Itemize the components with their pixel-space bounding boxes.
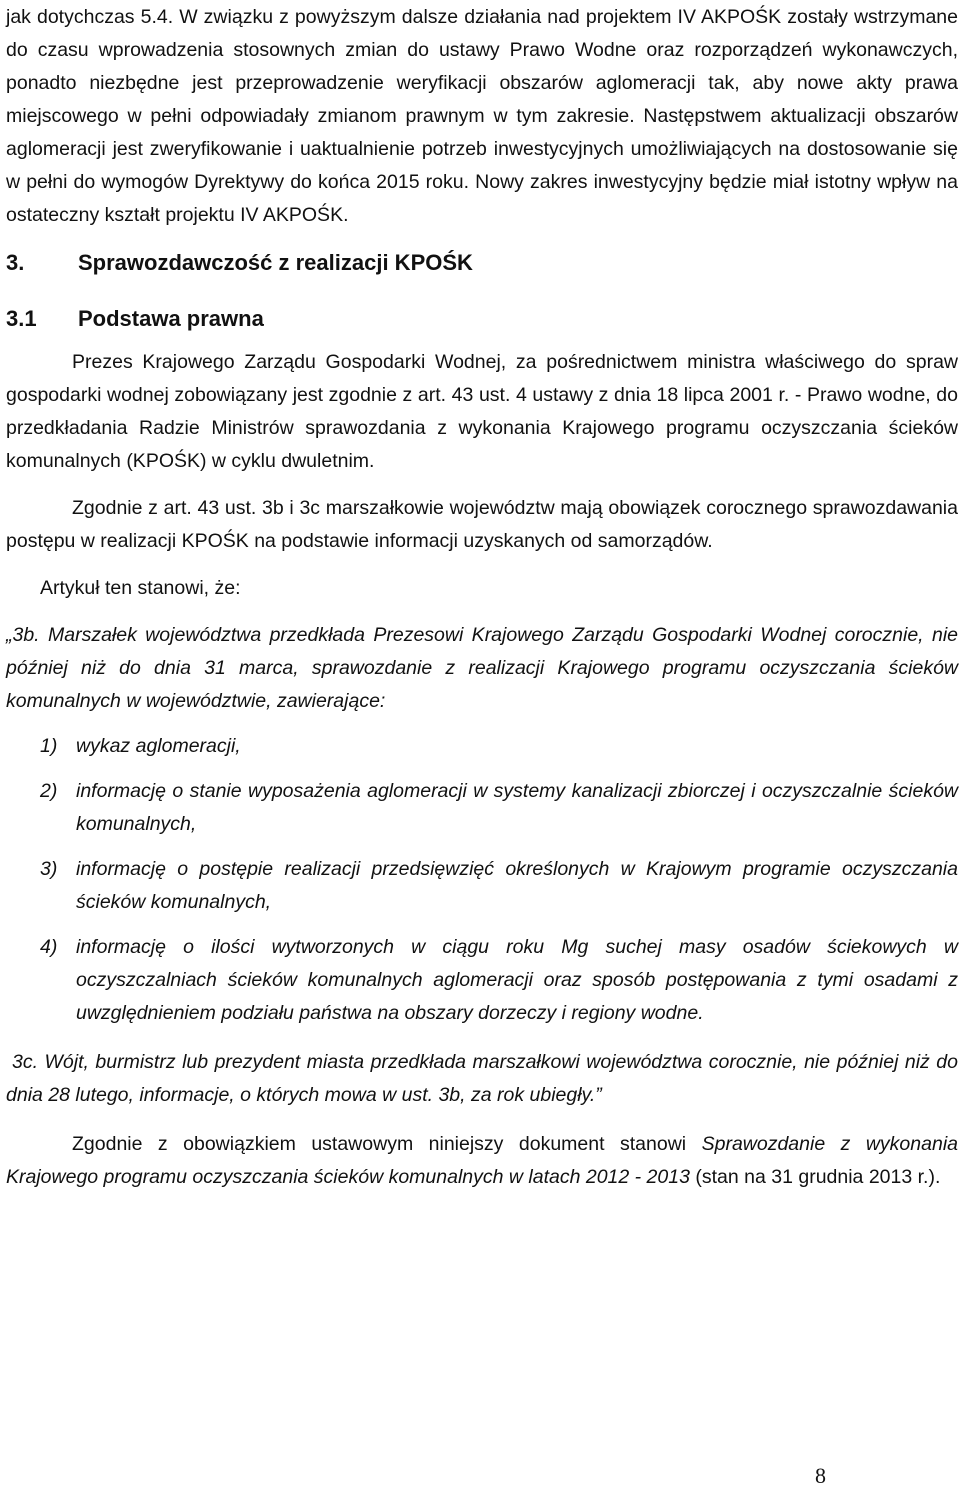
list-item-number: 4) xyxy=(40,936,58,958)
paragraph-article-states: Artykuł ten stanowi, że: xyxy=(40,577,241,599)
paragraph-legal-basis: Prezes Krajowego Zarządu Gospodarki Wodnej, za pośrednictwem ministra właściwego do spraw gospodarki wodnej zobowiązany jest zgodnie z art. 43 ust. 4 ustawy z dnia 18 lipca 2001 r. - Prawo wodne, do przedkładania Radzie Ministrów sprawozdania z wykonania Krajowego programu oczyszczania ścieków komunalnych (KPOŚK) w cyklu dwuletnim. xyxy=(6,351,958,472)
subsection-title: Podstawa prawna xyxy=(78,306,264,331)
list-item-text: wykaz aglomeracji, xyxy=(76,735,241,757)
list-item xyxy=(6,775,958,841)
subsection-heading xyxy=(6,302,958,336)
list-item xyxy=(6,853,958,919)
list-item xyxy=(6,931,958,1030)
closing-tail: (stan na 31 grudnia 2013 r.). xyxy=(689,1166,941,1188)
document-page xyxy=(6,0,958,1194)
quote-3b-intro: „3b. Marszałek województwa przedkłada Prezesowi Krajowego Zarządu Gospodarki Wodnej corocznie, nie później niż do dnia 31 marca, sprawozdanie z realizacji Krajowego programu oczyszczania ścieków komunalnych w województwie, zawierające: xyxy=(6,624,958,712)
list-item-text: informację o postępie realizacji przedsięwzięć określonych w Krajowym programie oczyszczania ścieków komunalnych, xyxy=(76,858,958,913)
closing-document-title: Sprawozdanie z wykonania Krajowego programu oczyszczania ścieków komunalnych w latach 2012 - 2013 xyxy=(6,1133,958,1188)
list-item-text: informację o ilości wytworzonych w ciągu roku Mg suchej masy osadów ściekowych w oczyszczalniach ścieków komunalnych aglomeracji oraz sposób postępowania z tymi osadami z uwzględnieniem podziału państwa na obszary dorzeczy i regiony wodne. xyxy=(76,936,958,1024)
list-item-number: 3) xyxy=(40,858,58,880)
list-item xyxy=(6,730,958,763)
paragraph-annual-reporting: Zgodnie z art. 43 ust. 3b i 3c marszałkowie województw mają obowiązek corocznego sprawozdawania postępu w realizacji KPOŚK na podstawie informacji uzyskanych od samorządów. xyxy=(6,497,958,552)
subsection-number: 3.1 xyxy=(6,306,37,331)
list-item-number: 2) xyxy=(40,780,58,802)
section-heading xyxy=(6,246,958,280)
closing-lead: Zgodnie z obowiązkiem ustawowym niniejszy dokument stanowi xyxy=(72,1133,702,1155)
quote-3c: 3c. Wójt, burmistrz lub prezydent miasta przedkłada marszałkowi województwa corocznie, nie później niż do dnia 28 lutego, informacje, o których mowa w ust. 3b, za rok ubiegły.” xyxy=(6,1051,958,1106)
list-item-text: informację o stanie wyposażenia aglomeracji w systemy kanalizacji zbiorczej i oczyszczalnie ścieków komunalnych, xyxy=(76,780,958,835)
list-item-number: 1) xyxy=(40,735,58,757)
quote-item-list xyxy=(6,730,958,1030)
section-title: Sprawozdawczość z realizacji KPOŚK xyxy=(78,250,473,275)
page-number: 8 xyxy=(815,1463,826,1488)
section-number: 3. xyxy=(6,250,25,275)
closing-paragraph xyxy=(6,1128,958,1194)
intro-paragraph: jak dotychczas 5.4. W związku z powyższym dalsze działania nad projektem IV AKPOŚK zostały wstrzymane do czasu wprowadzenia stosownych zmian do ustawy Prawo Wodne oraz rozporządzeń wykonawczych, ponadto niezbędne jest przeprowadzenie weryfikacji obszarów aglomeracji tak, aby nowe akty prawa miejscowego w pełni odpowiadały zmianom prawnym w tym zakresie. Następstwem aktualizacji obszarów aglomeracji jest zweryfikowanie i uaktualnienie potrzeb inwestycyjnych umożliwiających na dostosowanie się w pełni do wymogów Dyrektywy do końca 2015 roku. Nowy zakres inwestycyjny będzie miał istotny wpływ na ostateczny kształt projektu IV AKPOŚK. xyxy=(6,6,958,226)
